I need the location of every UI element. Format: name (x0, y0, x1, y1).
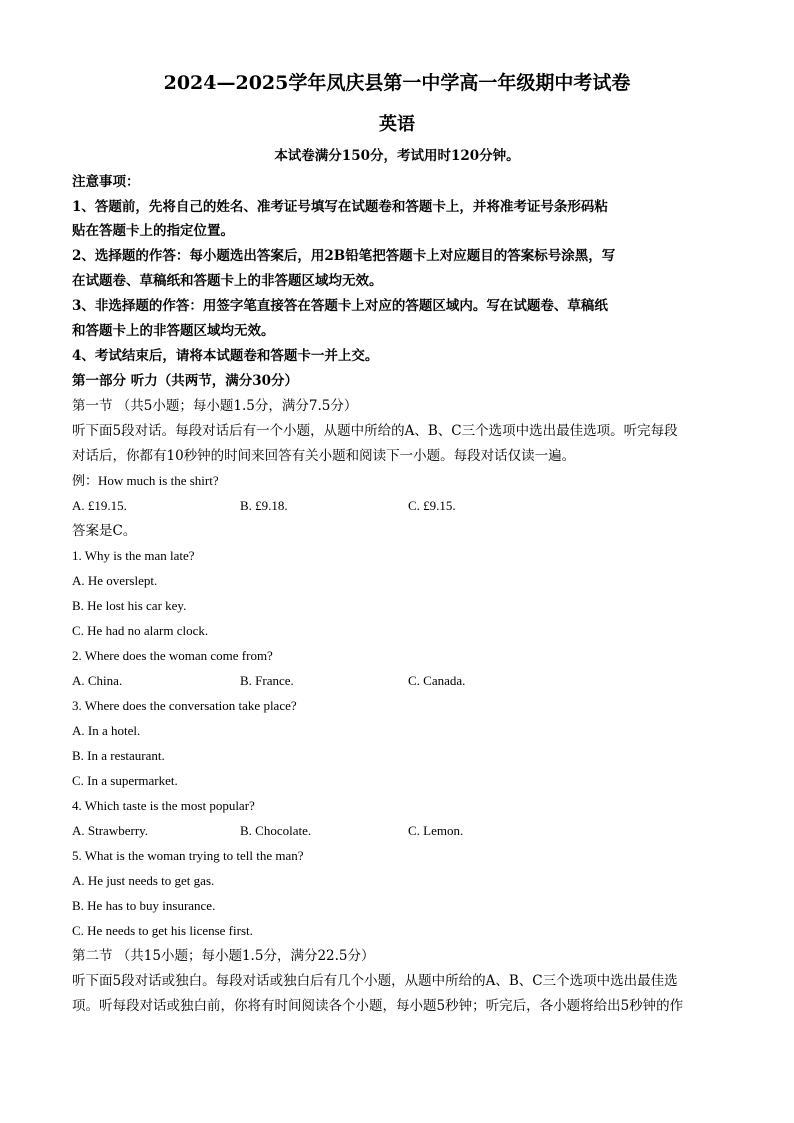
question-2-option-a: A. China. (72, 673, 123, 688)
question-3-option-c: C. In a supermarket. (72, 773, 178, 788)
section2-instruction: 听下面5段对话或独白。每段对话或独白后有几个小题，从题中所给的A、B、C三个选项中选出最佳选 (72, 973, 678, 989)
question-5-option-a: A. He just needs to get gas. (72, 873, 215, 888)
question-5-option-b: B. He has to buy insurance. (72, 898, 216, 913)
question-4-option-c: C. Lemon. (408, 823, 464, 838)
question-2-option-b: B. France. (240, 673, 294, 688)
example-option-c: C. £9.15. (408, 498, 456, 513)
notice-line: 3、非选择题的作答：用签字笔直接答在答题卡上对应的答题区域内。写在试题卷、草稿纸 (72, 298, 608, 314)
question-4-option-a: A. Strawberry. (72, 823, 149, 838)
section1-heading: 第一节 （共5小题；每小题1.5分，满分7.5分） (72, 398, 358, 414)
exam-info: 本试卷满分150分，考试用时120分钟。 (274, 148, 520, 164)
example-option-a: A. £19.15. (72, 498, 127, 513)
question-2-option-c: C. Canada. (408, 673, 466, 688)
question-1: 1. Why is the man late? (72, 548, 195, 563)
notice-line: 贴在答题卡上的指定位置。 (72, 223, 234, 239)
question-1-option-a: A. He overslept. (72, 573, 158, 588)
section2-heading: 第二节 （共15小题；每小题1.5分，满分22.5分） (72, 948, 375, 964)
section1-instruction: 听下面5段对话。每段对话后有一个小题，从题中所给的A、B、C三个选项中选出最佳选项。听完每段 (72, 423, 678, 439)
question-5: 5. What is the woman trying to tell the man? (72, 848, 304, 863)
example-answer: 答案是C。 (72, 523, 137, 539)
notice-heading: 注意事项： (72, 174, 140, 190)
question-3: 3. Where does the conversation take place? (72, 698, 297, 713)
example-question: 例：How much is the shirt? (72, 473, 219, 488)
section1-instruction: 对话后，你都有10秒钟的时间来回答有关小题和阅读下一小题。每段对话仅读一遍。 (72, 448, 576, 464)
notice-line: 1、答题前，先将自己的姓名、准考证号填写在试题卷和答题卡上，并将准考证号条形码粘 (72, 199, 608, 215)
notice-line: 和答题卡上的非答题区域均无效。 (72, 323, 275, 339)
question-3-option-b: B. In a restaurant. (72, 748, 165, 763)
notice-line: 2、选择题的作答：每小题选出答案后，用2B铅笔把答题卡上对应题目的答案标号涂黑，写 (72, 248, 616, 264)
question-1-option-c: C. He had no alarm clock. (72, 623, 209, 638)
question-1-option-b: B. He lost his car key. (72, 598, 187, 613)
question-3-option-a: A. In a hotel. (72, 723, 141, 738)
question-4-option-b: B. Chocolate. (240, 823, 312, 838)
notice-line: 4、考试结束后，请将本试题卷和答题卡一并上交。 (72, 348, 379, 364)
section2-instruction: 项。听每段对话或独白前，你将有时间阅读各个小题，每小题5秒钟；听完后，各小题将给出5秒钟的作 (72, 998, 684, 1014)
question-5-option-c: C. He needs to get his license first. (72, 923, 253, 938)
notice-line: 在试题卷、草稿纸和答题卡上的非答题区域均无效。 (72, 273, 383, 289)
part1-heading: 第一部分 听力（共两节，满分30分） (72, 373, 298, 389)
question-4: 4. Which taste is the most popular? (72, 798, 255, 813)
example-option-b: B. £9.18. (240, 498, 288, 513)
question-2: 2. Where does the woman come from? (72, 648, 273, 663)
exam-title: 2024—2025学年凤庆县第一中学高一年级期中考试卷 (163, 72, 631, 94)
subject-title: 英语 (379, 114, 415, 135)
